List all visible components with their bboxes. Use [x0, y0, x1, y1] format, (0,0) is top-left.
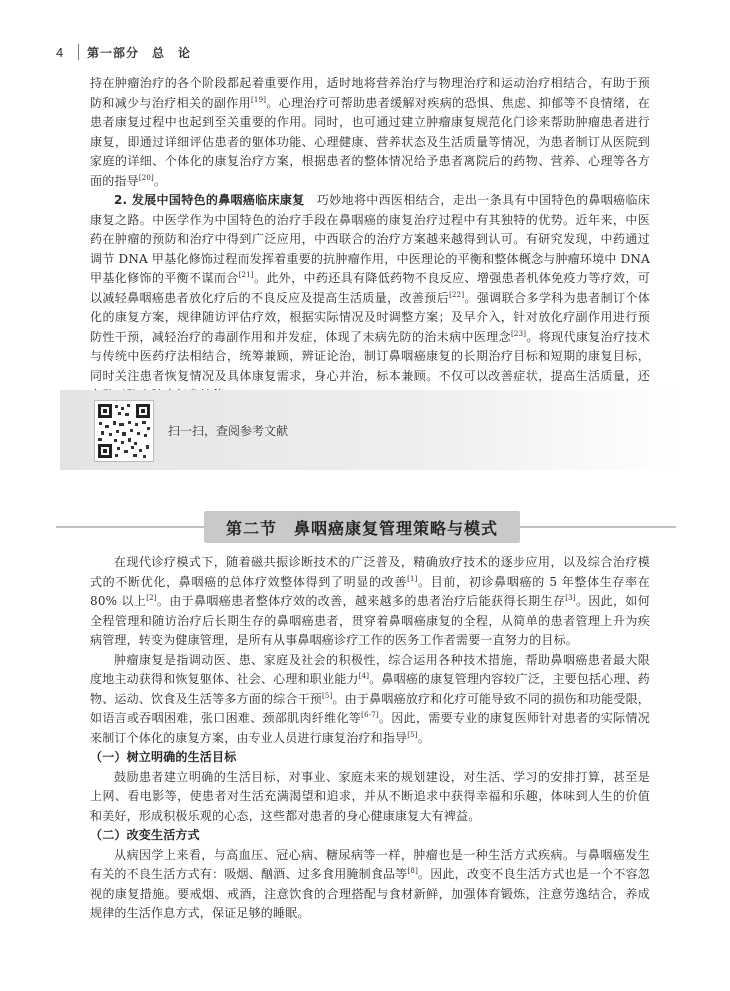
citation: [21] — [238, 271, 254, 279]
page-number: 4 — [56, 44, 64, 60]
qr-code-icon[interactable] — [94, 400, 154, 462]
paragraph-tcm-rehab: 2. 发展中国特色的鼻咽癌临床康复 巧妙地将中西医相结合，走出一条具有中国特色的鼻咽癌临床康复之路。中医学作为中国特色的治疗手段在鼻咽癌的康复治疗过程中有其独特的优势。近年来，中医药在肿瘤的预防和治疗中得到广泛应用，中西联合的治疗方案越来越得到认可。有研究发现，中药通过调节 DNA 甲基化修饰过程而发挥着重要的抗肿瘤作用，中医理论的平衡和整体概念与肿瘤环境中 DNA 甲基化修饰的平衡不谋而合[21]。此外，中药还具有降低药物不良反应、增强患者机体免疫力等疗效，可以减轻鼻咽癌患者放化疗后的不良反应及提高生活质量，改善预后[22]。强调联合多学科为患者制订个体化的康复方案，规律随访评估疗效，根据实际情况及时调整方案；及早介入，针对放化疗副作用进行预防性干预，减轻治疗的毒副作用和并发症，体现了未病先防的治未病中医理念[23]。将现代康复治疗技术与传统中医药疗法相结合，统筹兼顾，辨证论治，制订鼻咽癌康复的长期治疗目标和短期的康复目标，同时关注患者恢复情况及具体康复需求，身心并治，标本兼顾。不仅可以改善症状，提高生活质量，还 — [90, 193, 650, 383]
paragraph-continuation: 持在肿瘤治疗的各个阶段都起着重要作用，适时地将营养治疗与物理治疗和运动治疗相结合，有助于预防和减少与治疗相关的副作用[19]。心理治疗可帮助患者缓解对疾病的恐惧、焦虑、抑郁等不良情绪，在患者康复过程中也起到至关重要的作用。同时，也可通过建立肿瘤康复规范化门诊来帮助肿瘤患者进行康复，即通过详细评估患者的躯体功能、心理健康、营养状态及生活质量等情况，为患者制订从医院到家庭的详细、个体化的康复治疗方案，根据患者的整体情况给予患者离院后的药物、营养、心理等各方面的指导[20]。 — [90, 76, 651, 188]
paragraph-lifestyle: 从病因学上来看，与高血压、冠心病、糖尿病等一样，肿瘤也是一种生活方式疾病。与鼻咽癌发生有关的不良生活方式有：吸烟、酗酒、过多食用腌制食品等[8]。因此，改变不良生活方式也是一个不容忽视的康复措施。要戒烟、戒酒，注意饮食的合理搭配与食材新鲜，加强体育锻炼，注意劳逸结合，养成规律的生活作息方式，保证足够的睡眠。 — [90, 847, 650, 920]
citation: [22] — [449, 290, 465, 299]
citation: [23] — [511, 329, 527, 338]
citation: [5] — [407, 730, 418, 739]
citation: [8] — [407, 867, 418, 875]
citation: [6-7] — [361, 711, 379, 719]
paragraph-heading: 2. 发展中国特色的鼻咽癌临床康复 — [114, 193, 305, 207]
citation: [5] — [322, 691, 333, 700]
citation: [1] — [407, 574, 418, 583]
paragraph-intro: 在现代诊疗模式下，随着磁共振诊断技术的广泛普及，精确放疗技术的逐步应用，以及综合治疗模式的不断优化，鼻咽癌的总体疗效整体得到了明显的改善[1]。目前，初诊鼻咽癌的 5 年整体生存率在 80% 以上[2]。由于鼻咽癌患者整体疗效的改善，越来越多的患者治疗后能获得长期生存[3]。因此，如何全程管理和随访治疗后长期生存的鼻咽癌患者，贯穿着鼻咽癌康复的全程，从简单的患者管理上升为疾病管理，转变为健康管理，是所有从事鼻咽癌诊疗工作的医务工作者需要一直努力的目标。 — [90, 555, 651, 647]
citation: [19] — [250, 95, 267, 104]
top-text-block — [90, 74, 650, 427]
reference-qr-banner — [60, 390, 680, 470]
paragraph-life-goals: 鼓励患者建立明确的生活目标，对事业、家庭未来的规划建设，对生活、学习的安排打算，甚至是上网、看电影等，使患者对生活充满渴望和追求，并从不断追求中获得幸福和乐趣，体味到人生的价值和美好，形成积极乐观的心态，这些都对患者的身心健康康复大有裨益。 — [90, 769, 650, 823]
paragraph-rehab-definition: 肿瘤康复是指调动医、患、家庭及社会的积极性，综合运用各种技术措施，帮助鼻咽癌患者最大限度地主动获得和恢复躯体、社会、心理和职业能力[4]。鼻咽癌的康复管理内容较广泛，主要包括心理、药物、运动、饮食及生活等多方面的综合干预[5]。由于鼻咽癌放疗和化疗可能导致不同的损伤和功能受限，如语言或吞咽困难，张口困难、颈部肌肉纤维化等[6-7]。因此，需要专业的康复医师针对患者的实际情况来制订个体化的康复方案，由专业人员进行康复治疗和指导[5]。 — [90, 652, 651, 745]
header-divider — [78, 44, 79, 60]
section-text-block — [90, 553, 650, 924]
part-label: 第一部分 总 论 — [87, 45, 192, 60]
citation: [2] — [146, 594, 157, 602]
citation: [3] — [565, 594, 576, 602]
citation: [20] — [138, 173, 154, 182]
page-header — [56, 42, 191, 62]
section-title: 第二节 鼻咽癌康复管理策略与模式 — [204, 511, 520, 543]
qr-caption: 扫一扫，查阅参考文献 — [168, 424, 289, 438]
subheading-lifestyle: （二）改变生活方式 — [90, 828, 200, 842]
citation: [4] — [358, 672, 370, 680]
subheading-life-goals: （一）树立明确的生活目标 — [90, 750, 237, 764]
